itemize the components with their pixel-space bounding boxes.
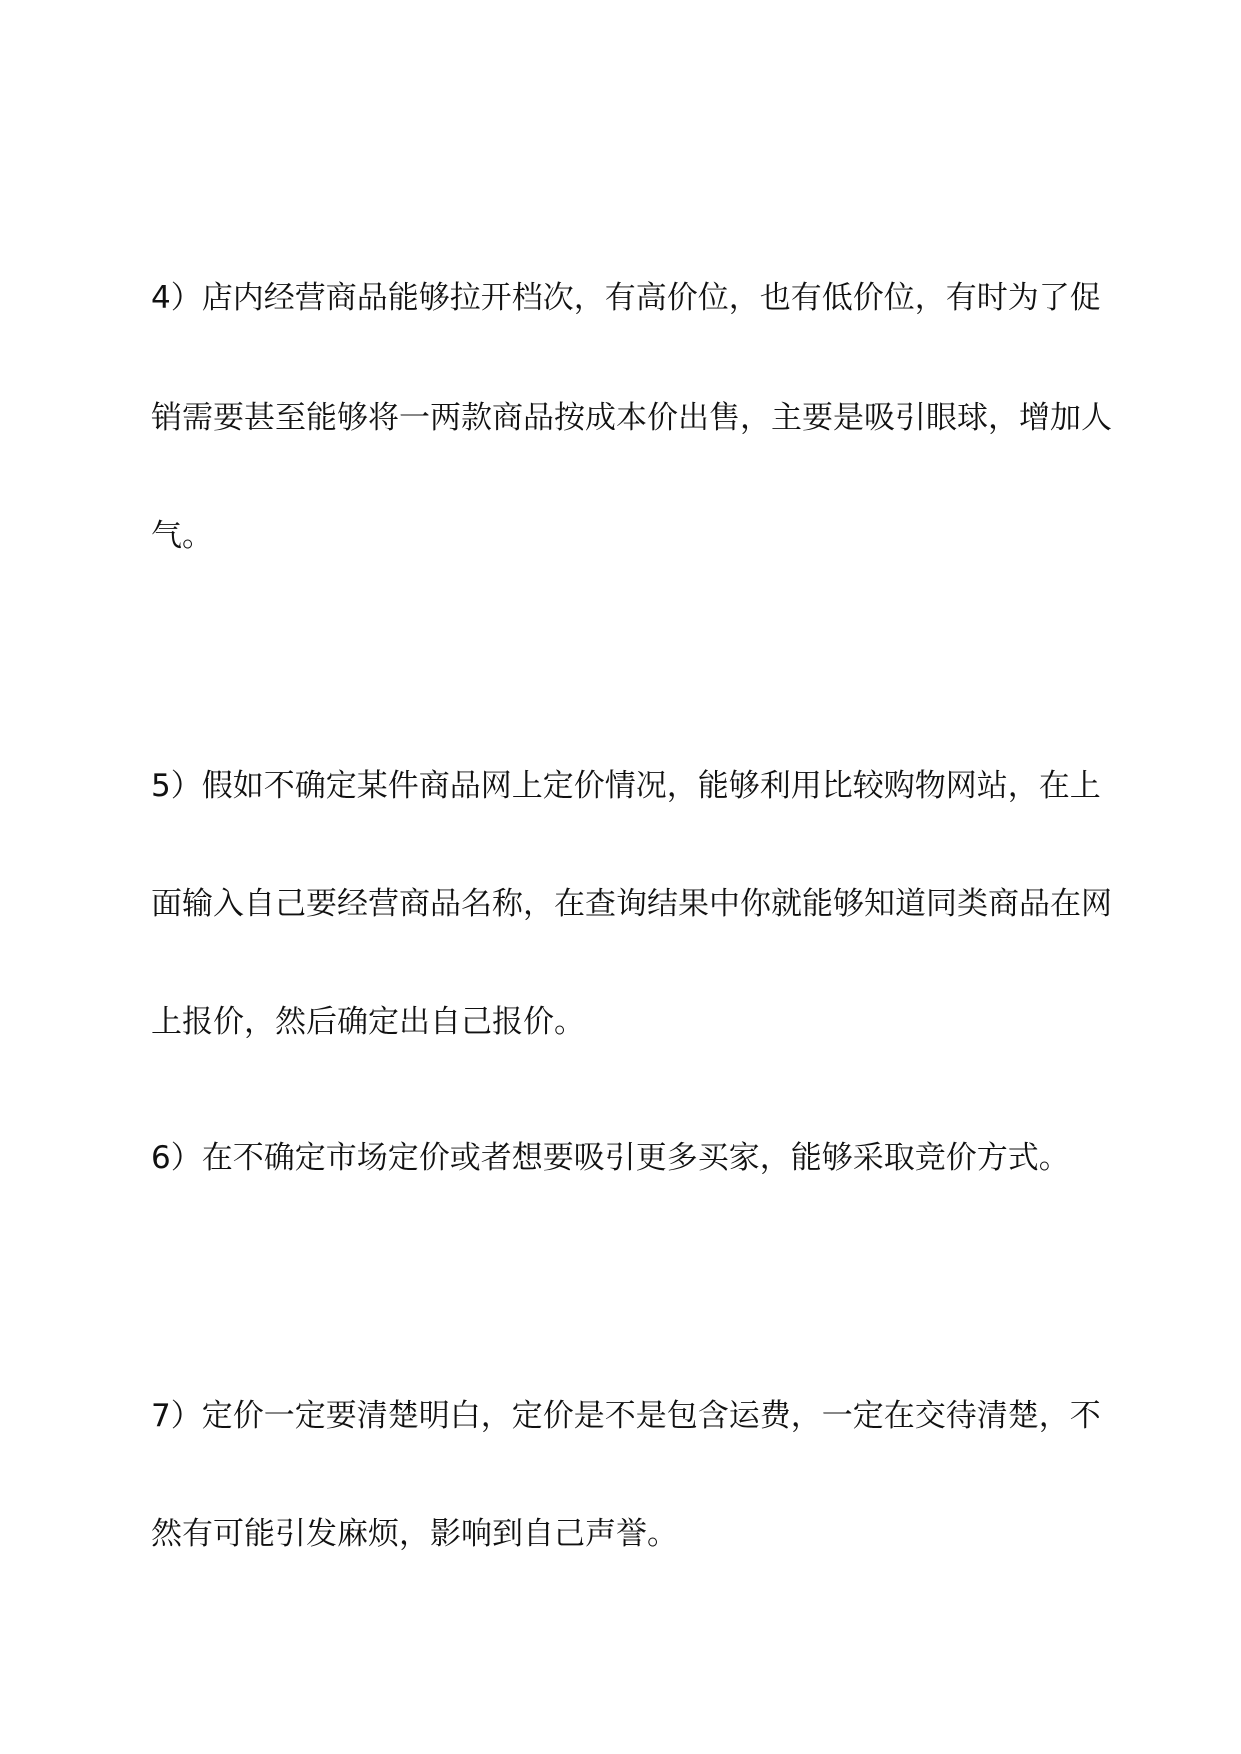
paragraph-7-line-1: 7）定价一定要清楚明白，定价是不是包含运费，一定在交待清楚，不 <box>151 1398 1101 1434</box>
paragraph-4-line-2: 销需要甚至能够将一两款商品按成本价出售，主要是吸引眼球，增加人 <box>151 400 1112 436</box>
paragraph-7-line-2: 然有可能引发麻烦，影响到自己声誉。 <box>151 1516 678 1552</box>
paragraph-5-line-2: 面输入自己要经营商品名称，在查询结果中你就能够知道同类商品在网 <box>151 886 1112 922</box>
paragraph-4-line-1: 4）店内经营商品能够拉开档次，有高价位，也有低价位，有时为了促 <box>151 280 1101 316</box>
paragraph-4-line-3: 气。 <box>151 518 213 554</box>
paragraph-5-line-1: 5）假如不确定某件商品网上定价情况，能够利用比较购物网站，在上 <box>151 768 1101 804</box>
paragraph-5-line-3: 上报价，然后确定出自己报价。 <box>151 1004 585 1040</box>
paragraph-6-line-1: 6）在不确定市场定价或者想要吸引更多买家，能够采取竞价方式。 <box>151 1140 1070 1176</box>
